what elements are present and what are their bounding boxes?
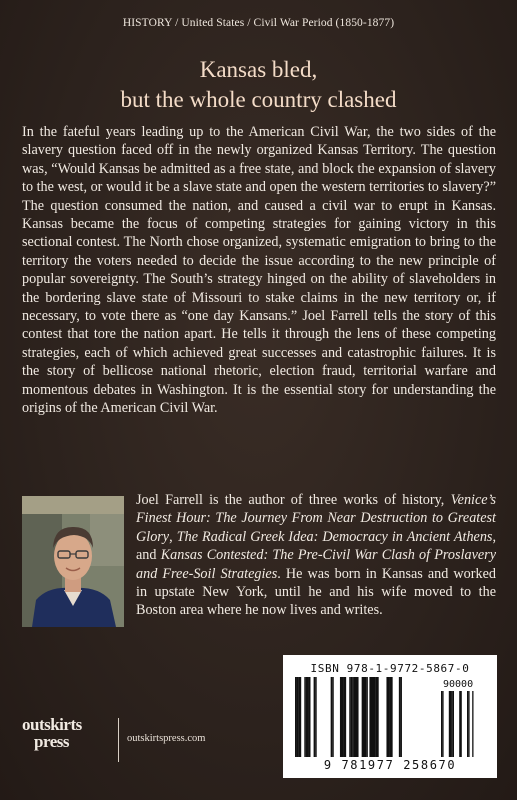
addon-barcode-bar	[449, 691, 452, 757]
addon-barcode-bar	[453, 691, 454, 757]
barcode-bar	[369, 677, 375, 757]
barcode-bar	[366, 677, 368, 757]
addon-barcode-bar	[441, 691, 442, 757]
barcode-box	[283, 655, 497, 778]
publisher-divider	[118, 718, 119, 762]
addon-barcode-bar	[461, 691, 462, 757]
addon-barcode-bar	[467, 691, 468, 757]
publisher-url: outskirtspress.com	[127, 733, 206, 744]
book-title-kansas-contested: Kansas Contested: The Pre-Civil War Clash of Proslavery and Free-Soil Strategies	[136, 547, 496, 582]
barcode-bar	[349, 677, 351, 757]
bisac-category: HISTORY / United States / Civil War Period (1850-1877)	[122, 17, 395, 29]
barcode-bar	[331, 677, 333, 757]
author-bio-intro: Joel Farrell is the author of three works of history,	[136, 492, 451, 508]
addon-barcode-bar	[472, 691, 473, 757]
barcode-bar	[390, 677, 393, 757]
price-code: 90000	[443, 679, 474, 690]
barcode-bar	[332, 677, 334, 757]
ean-digits: 9 781977 258670	[323, 758, 457, 772]
addon-barcode-bar	[442, 691, 443, 757]
addon-barcode-bar	[451, 691, 452, 757]
isbn-label: ISBN 978-1-9772-5867-0	[310, 662, 470, 675]
barcode-bar	[306, 677, 309, 757]
barcode-bar	[376, 677, 379, 757]
barcode-bar	[386, 677, 389, 757]
author-bio-sep-1: ,	[169, 528, 177, 545]
author-bio-outro: . He was born in Kansas and worked in upstate New York, until he and his wife moved to the Boston area where he now lives and writes.	[136, 565, 496, 619]
author-bio-sep-2: , and	[136, 528, 496, 564]
barcode-bar	[315, 677, 317, 757]
headline-line-2: but the whole country clashed	[120, 87, 397, 112]
barcode-bar	[304, 677, 306, 757]
publisher-logo-line-2: press	[34, 732, 69, 751]
publisher-logo-line-1: outskirts	[22, 715, 82, 734]
author-bio	[136, 491, 496, 620]
author-photo	[22, 496, 124, 627]
barcode-bar	[354, 677, 359, 757]
headline-line-1: Kansas bled,	[199, 57, 318, 82]
barcode-bar	[314, 677, 316, 757]
barcode-bar	[400, 677, 402, 757]
addon-barcode-bar	[468, 691, 469, 757]
barcode-bar	[351, 677, 353, 757]
addon-barcode-bar	[459, 691, 460, 757]
barcode-bar	[298, 677, 301, 757]
barcode-bar	[352, 677, 354, 757]
barcode-bar	[295, 677, 297, 757]
book-title-radical-greek-idea: The Radical Greek Idea: Democracy in Ancient Athens	[176, 528, 493, 545]
book-title-venice: Venice’s Finest Hour: The Journey From Near Destruction to Greatest Glory	[136, 492, 496, 545]
barcode-bar	[309, 677, 311, 757]
headline	[0, 55, 517, 115]
barcode-bar	[343, 677, 346, 757]
barcode-bar	[399, 677, 401, 757]
barcode-bar	[297, 677, 299, 757]
book-description: In the fateful years leading up to the American Civil War, the two sides of the slavery question faced off in the newly organized Kansas Territory. The question was, “Would Kansas be admitted as a free state, and block the expansion of slavery to the west, or would it be a slave state and open the western territories to slavery?” The question consumed the nation, and caused a civil war to erupt in Kansas. Kansas became the focus of competing strategies for gaining victory in this sectional contest. The North chose organized, systematic emigration to bring to the territory the voters needed to decide the issue according to the new principle of popular sovereignty. The South’s strategy hinged on the ability of slaveholders in the bordering slave state of Missouri to stake claims in the new territory or, if necessary, to vote there as “one day Kansans.” Joel Farrell tells the story of this contest that tore the nation apart. He tells it through the lens of these competing strategies, each of which achieved great successes and catastrophic failures. It is the story of bellicose national rhetoric, election fraud, territorial warfare and momentous debates in Washington. It is the essential story for understanding the origins of the American Civil War.	[22, 124, 496, 417]
publisher-logo	[22, 715, 114, 755]
barcode-bar	[362, 677, 367, 757]
barcode-bar	[340, 677, 343, 757]
